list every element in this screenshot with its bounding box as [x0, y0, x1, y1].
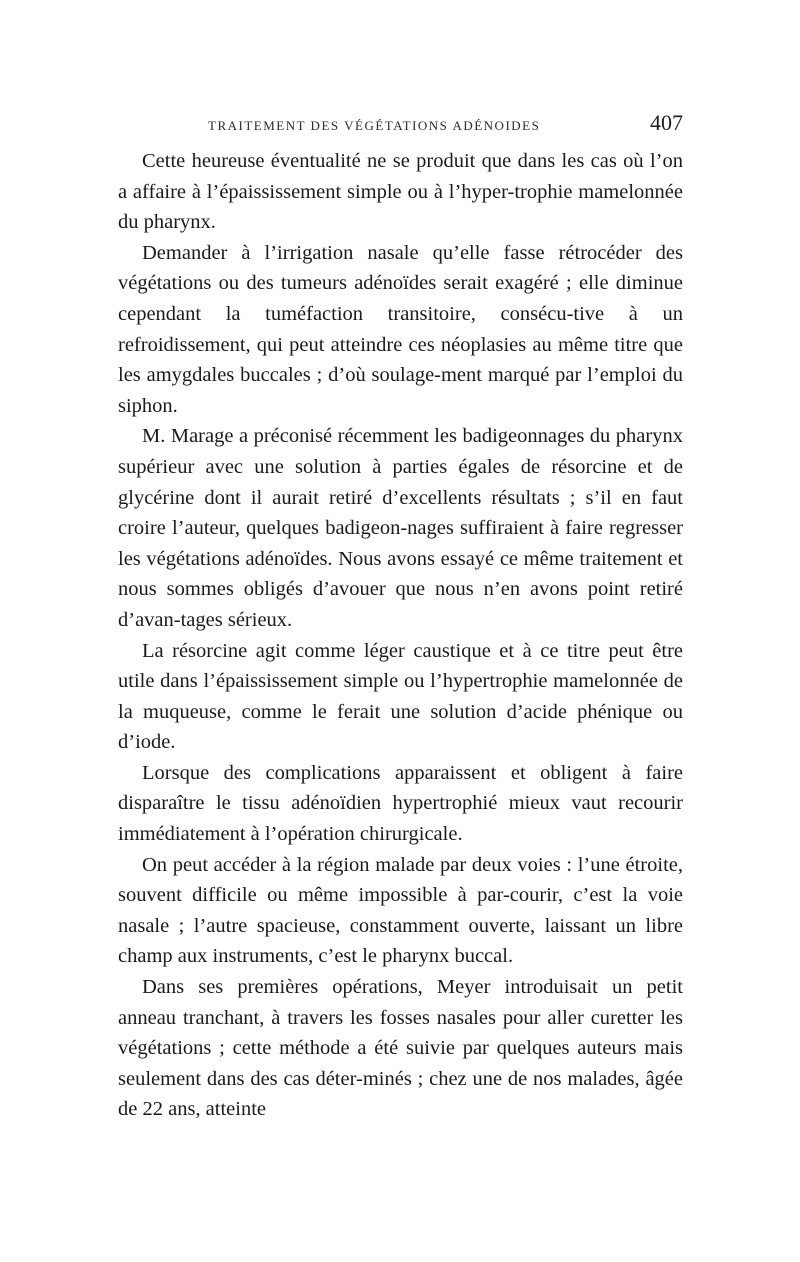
paragraph: On peut accéder à la région malade par deux voies : l’une étroite, souvent difficile ou même impossible à par-courir, c’est la voie nasale ; l’autre spacieuse, constamment ouverte, laissant un libre champ aux instruments, c’est le pharynx buccal.	[118, 853, 683, 968]
paragraph: Cette heureuse éventualité ne se produit que dans les cas où l’on a affaire à l’épaississement simple ou à l’hyper-trophie mamelonnée du pharynx.	[118, 150, 683, 234]
book-page	[118, 112, 683, 1125]
paragraph: Dans ses premières opérations, Meyer introduisait un petit anneau tranchant, à travers les fosses nasales pour aller curetter les végétations ; cette méthode a été suivie par quelques auteurs mais seulement dans des cas déter-minés ; chez une de nos malades, âgée de 22 ans, atteinte	[118, 976, 683, 1121]
paragraph: Demander à l’irrigation nasale qu’elle fasse rétrocéder des végétations ou des tumeurs adénoïdes serait exagéré ; elle diminue cependant la tuméfaction transitoire, consécu-tive à un refroidissement, qui peut atteindre ces néoplasies au même titre que les amygdales buccales ; d’où soulage-ment marqué par l’emploi du siphon.	[118, 241, 683, 417]
body-text	[118, 146, 683, 1125]
running-title: TRAITEMENT DES VÉGÉTATIONS ADÉNOIDES	[208, 118, 541, 133]
paragraph: La résorcine agit comme léger caustique et à ce titre peut être utile dans l’épaississement simple ou l’hypertrophie mamelonnée de la muqueuse, comme le ferait une solution d’acide phénique ou d’iode.	[118, 639, 683, 754]
page-number: 407	[650, 110, 683, 135]
paragraph: Lorsque des complications apparaissent et obligent à faire disparaître le tissu adénoïdien hypertrophié mieux vaut recourir immédiatement à l’opération chirurgicale.	[118, 761, 683, 846]
paragraph: M. Marage a préconisé récemment les badigeonnages du pharynx supérieur avec une solution à parties égales de résorcine et de glycérine dont il aurait retiré d’excellents résultats ; s’il en faut croire l’auteur, quelques badigeon-nages suffiraient à faire regresser les végétations adénoïdes. Nous avons essayé ce même traitement et nous sommes obligés d’avouer que nous n’en avons point retiré d’avan-tages sérieux.	[118, 425, 683, 631]
running-header	[118, 112, 683, 146]
